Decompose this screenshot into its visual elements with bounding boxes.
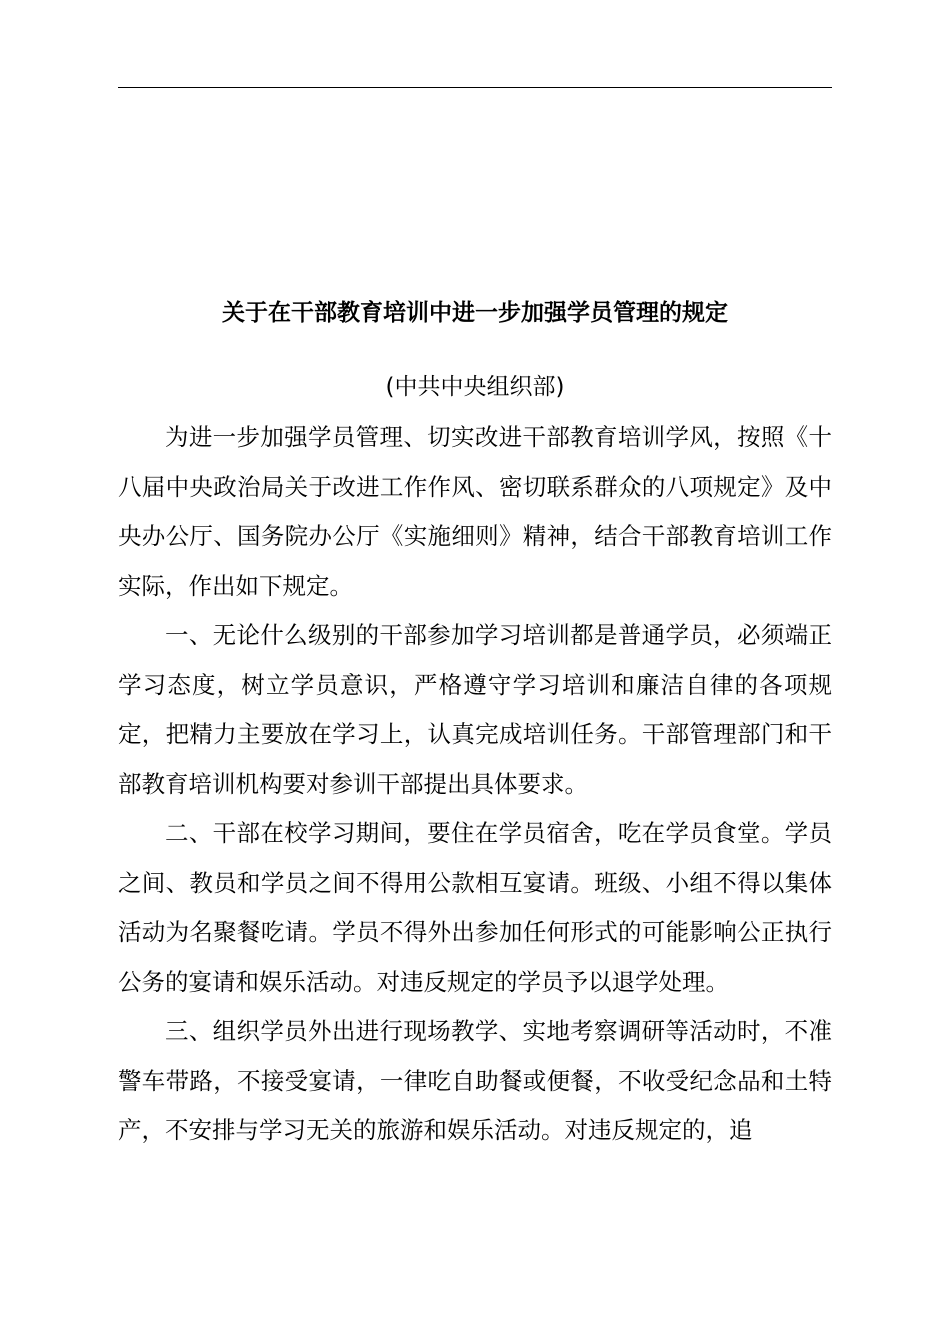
- paragraph-intro: 为进一步加强学员管理、切实改进干部教育培训学风，按照《十八届中央政治局关于改进工作作风、密切联系群众的八项规定》及中央办公厅、国务院办公厅《实施细则》精神，结合干部教育培训工作实际，作出如下规定。: [118, 423, 832, 600]
- paragraph-article-3: 三、组织学员外出进行现场教学、实地考察调研等活动时，不准警车带路，不接受宴请，一律吃自助餐或便餐，不收受纪念品和土特产，不安排与学习无关的旅游和娱乐活动。对违反规定的，追: [118, 1017, 832, 1144]
- paragraph-article-1: 一、无论什么级别的干部参加学习培训都是普通学员，必须端正学习态度，树立学员意识，严格遵守学习培训和廉洁自律的各项规定，把精力主要放在学习上，认真完成培训任务。干部管理部门和干部教育培训机构要对参训干部提出具体要求。: [118, 621, 832, 798]
- paragraph-article-2: 二、干部在校学习期间，要住在学员宿舍，吃在学员食堂。学员之间、教员和学员之间不得用公款相互宴请。班级、小组不得以集体活动为名聚餐吃请。学员不得外出参加任何形式的可能影响公正执行公务的宴请和娱乐活动。对违反规定的学员予以退学处理。: [118, 819, 832, 996]
- document-issuer: (中共中央组织部): [385, 374, 565, 400]
- document-body: [118, 413, 832, 1156]
- header-rule: [118, 87, 832, 88]
- document-title: 关于在干部教育培训中进一步加强学员管理的规定: [222, 300, 728, 326]
